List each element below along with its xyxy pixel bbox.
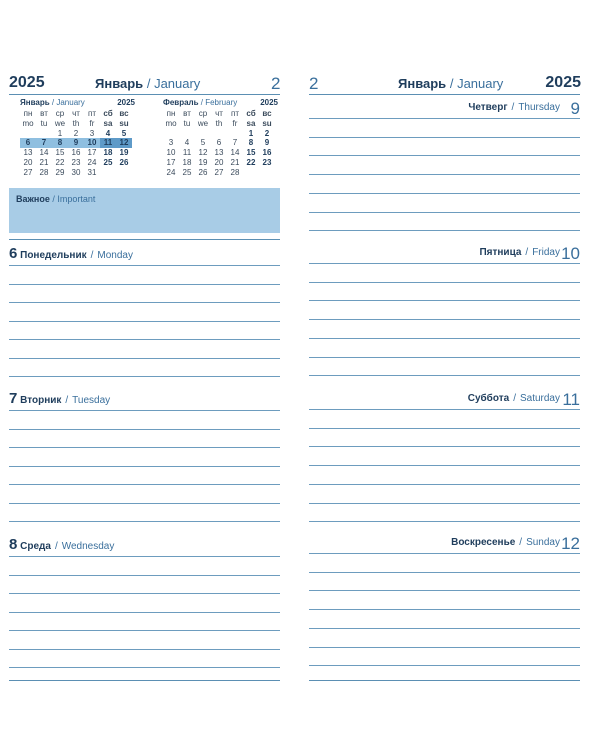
day-cell	[227, 129, 243, 139]
day-cell: 11	[182, 148, 192, 158]
day-name-ru: Вторник	[20, 395, 62, 406]
day-name-ru: Воскресенье	[451, 537, 516, 548]
weekday-row-ru	[20, 109, 132, 119]
day-sep: /	[519, 537, 523, 548]
day-cell: 22	[246, 157, 256, 167]
writing-line	[309, 665, 580, 666]
day-cell: 21	[39, 157, 49, 167]
mini-calendar-february: Февраль / February 2025 пн вт ср чт пт сб вс mo tu we th fr sa su 1 2 3 4 5 6 7 8 9 10 11 12 13 14 15 16 17 18 19 20 21 22 23 24 25 26 27 28	[163, 98, 278, 177]
day-cell: 17	[87, 148, 97, 158]
mini-jan-year: 2025	[117, 98, 135, 107]
day-number: 7	[9, 390, 18, 407]
day-label-friday	[479, 247, 560, 258]
important-rule	[9, 239, 280, 240]
weekday-ru: сб	[246, 109, 256, 118]
day-cell	[195, 129, 211, 139]
weekday-ru: ср	[198, 109, 208, 118]
day-number: 8	[9, 536, 18, 553]
writing-line	[309, 409, 580, 410]
day-cell: 7	[232, 138, 238, 148]
writing-line	[9, 447, 280, 448]
day-cell: 10	[84, 138, 100, 148]
day-cell: 16	[71, 148, 81, 158]
day-cell	[116, 168, 132, 178]
day-cell: 2	[73, 128, 79, 138]
left-month-sep: /	[146, 76, 151, 91]
right-bottom-rule	[309, 680, 580, 681]
mini-feb-month-en: February	[205, 98, 238, 107]
day-number: 9	[570, 99, 580, 118]
day-cell: 23	[262, 157, 272, 167]
writing-line	[309, 446, 580, 447]
important-box[interactable]	[9, 188, 280, 233]
weekday-ru: ср	[55, 109, 65, 118]
important-en: Important	[57, 194, 96, 204]
writing-line	[309, 338, 580, 339]
day-cell: 5	[121, 128, 127, 138]
day-name-en: Friday	[532, 247, 560, 258]
weekday-en: fr	[89, 118, 95, 128]
weekday-en: mo	[165, 118, 177, 128]
day-cell: 15	[55, 148, 65, 158]
weekday-ru: пт	[88, 109, 96, 118]
day-cell: 4	[105, 128, 111, 138]
weekday-en: su	[119, 118, 129, 128]
day-name-ru: Понедельник	[20, 250, 87, 261]
mini-feb-month-ru: Февраль	[163, 98, 199, 107]
day-cell: 20	[214, 157, 224, 167]
writing-line	[309, 118, 580, 119]
day-number: 10	[561, 244, 580, 263]
day-cell: 8	[248, 138, 254, 148]
week-row	[20, 168, 132, 178]
writing-line	[309, 230, 580, 231]
writing-line	[9, 593, 280, 594]
day-cell	[243, 168, 259, 178]
writing-line	[309, 282, 580, 283]
day-number: 12	[561, 534, 580, 553]
mini-jan-month-ru: Январь	[20, 98, 50, 107]
important-label: Важное / Important	[16, 194, 96, 204]
weekday-en: su	[262, 118, 272, 128]
right-page	[300, 0, 600, 750]
day-name-ru: Пятница	[479, 247, 522, 258]
writing-line	[9, 649, 280, 650]
right-year: 2025	[545, 74, 581, 91]
day-name-ru: Среда	[20, 541, 51, 552]
week-row	[20, 138, 132, 148]
writing-line	[309, 137, 580, 138]
right-header-rule	[309, 94, 580, 95]
day-cell: 27	[214, 167, 224, 177]
right-month-sep: /	[449, 76, 454, 91]
left-header-rule	[9, 94, 280, 95]
writing-line	[9, 429, 280, 430]
day-cell: 27	[23, 167, 33, 177]
day-cell: 25	[103, 157, 113, 167]
weekday-en: tu	[183, 118, 191, 128]
day-sep: /	[90, 250, 94, 261]
weekday-en: th	[72, 118, 80, 128]
day-cell: 18	[182, 157, 192, 167]
left-page-number: 2	[271, 74, 281, 93]
writing-line	[309, 628, 580, 629]
day-name-en: Monday	[97, 250, 133, 261]
day-label-saturday	[468, 393, 560, 404]
weekday-ru: пт	[231, 109, 239, 118]
writing-line	[309, 174, 580, 175]
writing-line	[9, 466, 280, 467]
weekday-en: mo	[22, 118, 34, 128]
day-cell: 26	[119, 157, 129, 167]
day-cell: 1	[57, 128, 63, 138]
writing-line	[9, 410, 280, 411]
left-year: 2025	[9, 74, 45, 91]
week-row	[163, 129, 275, 139]
day-number: 6	[9, 245, 18, 262]
week-row	[163, 158, 275, 168]
day-cell: 13	[23, 148, 33, 158]
day-name-en: Sunday	[526, 537, 560, 548]
writing-line	[9, 376, 280, 377]
week-row	[20, 148, 132, 158]
day-label-sunday	[451, 537, 560, 548]
writing-line	[309, 521, 580, 522]
week-row	[163, 168, 275, 178]
day-cell: 21	[230, 157, 240, 167]
day-cell	[36, 129, 52, 139]
day-cell: 19	[119, 148, 129, 158]
weekday-row-ru	[163, 109, 275, 119]
day-cell: 12	[198, 148, 208, 158]
day-cell: 7	[36, 138, 52, 148]
day-cell: 4	[184, 138, 190, 148]
writing-line	[309, 212, 580, 213]
writing-line	[309, 590, 580, 591]
writing-line	[9, 630, 280, 631]
right-page-header	[309, 72, 581, 94]
weekday-en: sa	[246, 118, 256, 128]
day-cell: 9	[264, 138, 270, 148]
weekday-ru: пн	[23, 109, 33, 118]
right-page-number: 2	[309, 74, 319, 93]
day-cell: 24	[87, 157, 97, 167]
day-cell: 16	[262, 148, 272, 158]
day-cell	[100, 168, 116, 178]
day-cell	[259, 168, 275, 178]
day-number: 11	[562, 390, 580, 409]
weekday-en: we	[197, 118, 209, 128]
mini-jan-grid	[20, 109, 132, 178]
day-cell: 15	[246, 148, 256, 158]
day-label-thursday	[468, 102, 560, 113]
writing-line	[309, 300, 580, 301]
writing-line	[9, 265, 280, 266]
writing-line	[309, 357, 580, 358]
weekday-ru: вс	[119, 109, 129, 118]
right-month-en: January	[457, 76, 504, 91]
important-ru: Важное	[16, 194, 50, 204]
day-name-ru: Четверг	[468, 102, 508, 113]
day-sep: /	[513, 393, 516, 404]
day-cell: 14	[39, 148, 49, 158]
day-cell: 28	[39, 167, 49, 177]
left-month-ru: Январь	[95, 76, 144, 91]
mini-feb-grid	[163, 109, 275, 178]
day-cell: 6	[216, 138, 222, 148]
day-cell	[20, 129, 36, 139]
writing-line	[309, 155, 580, 156]
writing-line	[309, 553, 580, 554]
day-cell: 18	[103, 148, 113, 158]
day-sep: /	[511, 102, 515, 113]
weekday-ru: вс	[262, 109, 272, 118]
day-cell: 20	[23, 157, 33, 167]
writing-line	[9, 521, 280, 522]
writing-line	[9, 484, 280, 485]
day-cell: 13	[214, 148, 224, 158]
writing-line	[9, 284, 280, 285]
day-name-en: Wednesday	[61, 541, 115, 552]
day-cell: 17	[166, 157, 176, 167]
weekday-en: we	[54, 118, 66, 128]
writing-line	[309, 193, 580, 194]
day-cell: 3	[89, 128, 95, 138]
right-month	[398, 76, 503, 91]
day-cell: 2	[264, 128, 270, 138]
day-header-monday	[9, 245, 133, 261]
day-header-tuesday	[9, 390, 110, 406]
day-cell: 22	[55, 157, 65, 167]
weekday-en: th	[215, 118, 223, 128]
left-month-en: January	[154, 76, 201, 91]
day-cell: 12	[116, 138, 132, 148]
weekday-ru: пн	[166, 109, 176, 118]
weekday-ru: вт	[40, 109, 48, 118]
day-cell: 25	[182, 167, 192, 177]
day-cell: 10	[166, 148, 176, 158]
day-cell: 9	[68, 138, 84, 148]
day-cell	[211, 129, 227, 139]
writing-line	[309, 572, 580, 573]
week-row	[20, 129, 132, 139]
writing-line	[9, 358, 280, 359]
right-month-ru: Январь	[398, 76, 447, 91]
writing-line	[9, 575, 280, 576]
weekday-ru: сб	[103, 109, 113, 118]
day-cell	[163, 129, 179, 139]
weekday-en: tu	[40, 118, 48, 128]
week-row	[163, 138, 275, 148]
writing-line	[309, 428, 580, 429]
mini-feb-year: 2025	[260, 98, 278, 107]
writing-line	[9, 339, 280, 340]
day-header-wednesday	[9, 536, 114, 552]
weekday-row-en	[20, 119, 132, 129]
left-bottom-rule	[9, 680, 280, 681]
day-cell: 26	[198, 167, 208, 177]
writing-line	[309, 647, 580, 648]
weekday-ru: чт	[215, 109, 223, 118]
day-cell: 6	[20, 138, 36, 148]
writing-line	[9, 612, 280, 613]
day-cell: 29	[55, 167, 65, 177]
day-cell: 30	[71, 167, 81, 177]
left-page-header	[9, 72, 281, 94]
day-sep: /	[525, 247, 529, 258]
writing-line	[9, 556, 280, 557]
writing-line	[9, 667, 280, 668]
week-row	[20, 158, 132, 168]
day-cell: 23	[71, 157, 81, 167]
week-row	[163, 148, 275, 158]
day-name-en: Saturday	[519, 393, 560, 404]
day-name-en: Thursday	[518, 102, 560, 113]
day-cell: 3	[168, 138, 174, 148]
writing-line	[309, 503, 580, 504]
weekday-en: fr	[232, 118, 238, 128]
day-name-en: Tuesday	[72, 395, 111, 406]
writing-line	[309, 263, 580, 264]
day-sep: /	[54, 541, 58, 552]
day-cell: 1	[248, 128, 254, 138]
writing-line	[309, 484, 580, 485]
day-cell: 24	[166, 167, 176, 177]
writing-line	[9, 503, 280, 504]
weekday-row-en	[163, 119, 275, 129]
day-cell: 5	[200, 138, 206, 148]
mini-calendar-january: Январь / January 2025 пн вт ср чт пт сб вс mo tu we th fr sa su 1 2 3 4 5 6 7 8 9 10 11 12 13 14 15 16 17 18 19 20 21 22 23 24 25 26 27 28 29 30 31	[20, 98, 135, 177]
writing-line	[309, 319, 580, 320]
day-cell: 8	[52, 138, 68, 148]
writing-line	[9, 302, 280, 303]
writing-line	[309, 609, 580, 610]
writing-line	[309, 465, 580, 466]
mini-jan-month-en: January	[56, 98, 85, 107]
writing-line	[9, 321, 280, 322]
day-cell: 11	[100, 138, 116, 148]
weekday-en: sa	[103, 118, 113, 128]
day-sep: /	[65, 395, 69, 406]
day-cell: 14	[230, 148, 240, 158]
weekday-ru: чт	[72, 109, 80, 118]
weekday-ru: вт	[183, 109, 191, 118]
writing-line	[309, 375, 580, 376]
left-month	[95, 76, 200, 91]
day-name-ru: Суббота	[467, 393, 510, 404]
day-cell: 19	[198, 157, 208, 167]
day-cell: 31	[87, 167, 97, 177]
day-cell: 28	[230, 167, 240, 177]
day-cell	[179, 129, 195, 139]
